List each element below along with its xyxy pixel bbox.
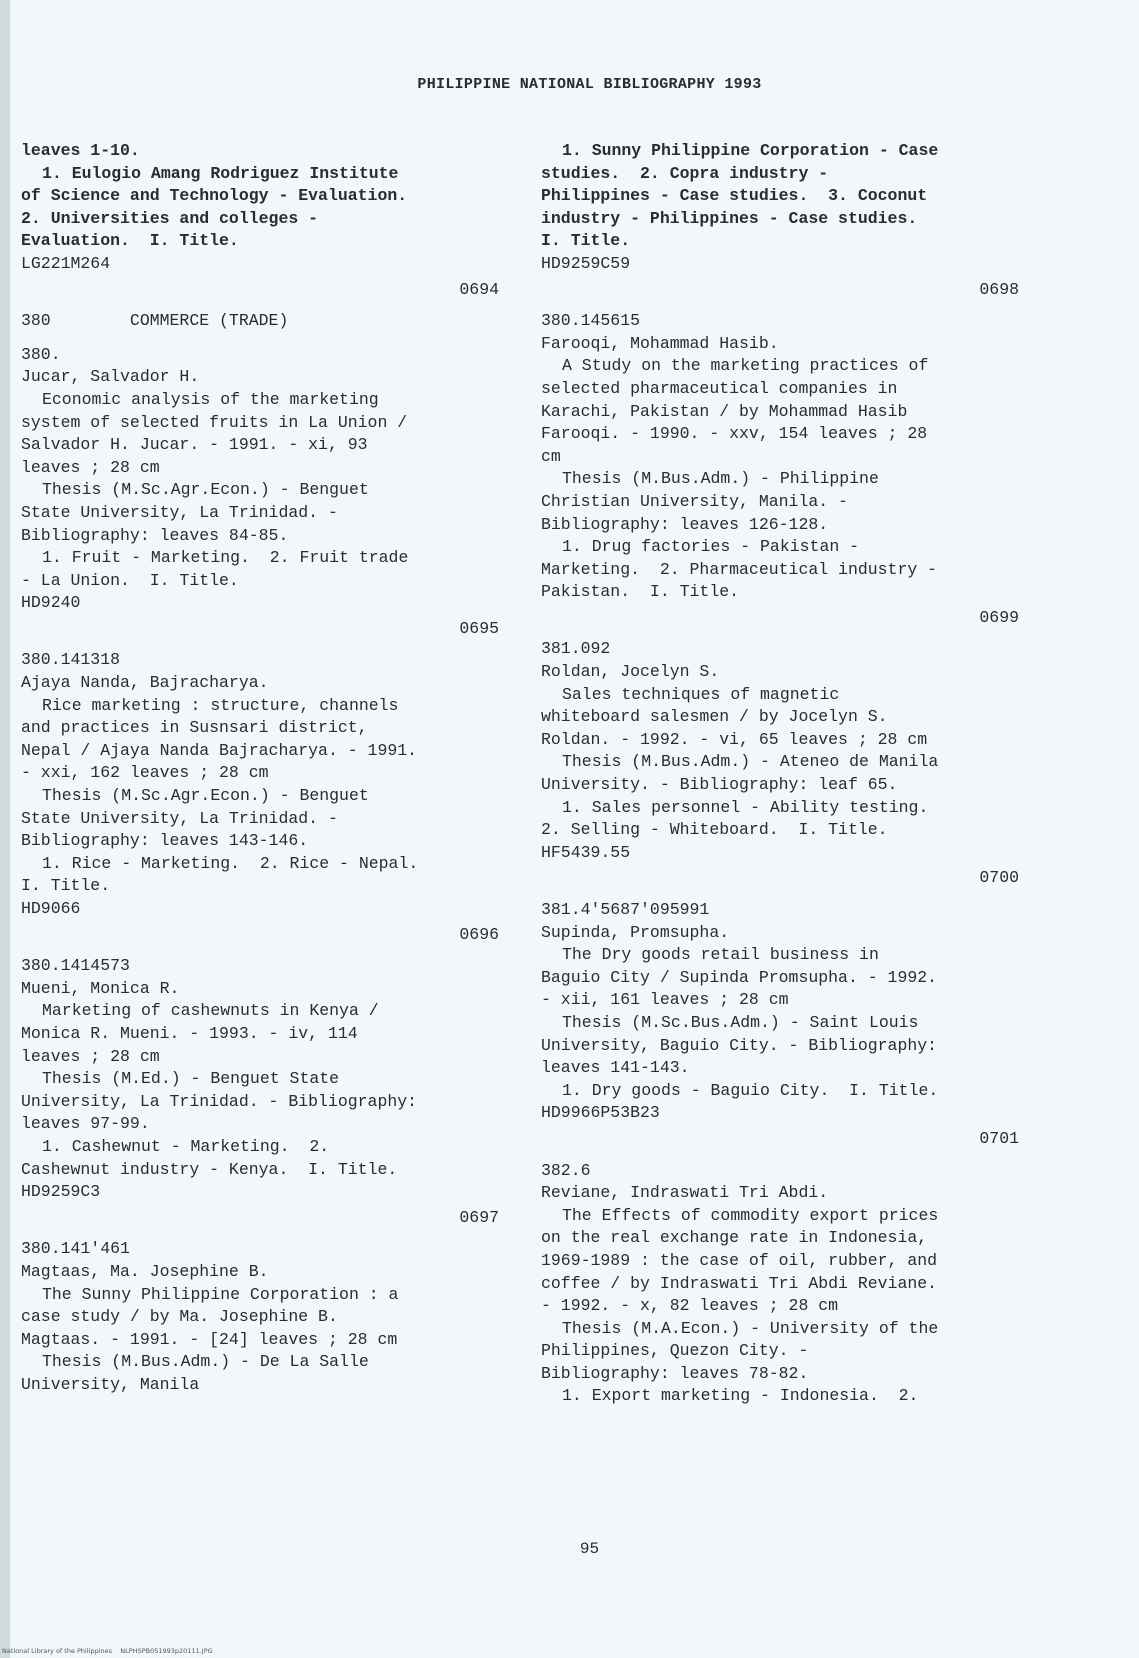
text-line: HD9066 bbox=[21, 899, 81, 918]
text-line: Farooqi. - 1990. - xxv, 154 leaves ; 28 bbox=[541, 424, 928, 444]
text-line: 1969-1989 : the case of oil, rubber, and bbox=[541, 1250, 938, 1270]
text-line: 1. Cashewnut - Marketing. 2. bbox=[42, 1136, 330, 1156]
entry-number: 0695 bbox=[459, 618, 499, 638]
text-line: Pakistan. I. Title. bbox=[541, 582, 740, 602]
text-line: Evaluation. I. Title. bbox=[21, 231, 239, 251]
text-line: 1. Eulogio Amang Rodriguez Institute bbox=[42, 163, 399, 183]
text-line: Marketing. 2. Pharmaceutical industry - bbox=[541, 559, 938, 579]
text-line: Bibliography: leaves 78-82. bbox=[541, 1363, 809, 1383]
text-line: Mueni, Monica R. bbox=[21, 978, 180, 998]
text-line: The Sunny Philippine Corporation : a bbox=[42, 1284, 399, 1304]
spacer bbox=[21, 333, 511, 344]
text-line: Thesis (M.Ed.) - Benguet State bbox=[42, 1069, 340, 1089]
left-column bbox=[21, 140, 511, 1396]
text-line: University, Baguio City. - Bibliography: bbox=[541, 1035, 938, 1055]
text-line: HD9240 bbox=[21, 593, 81, 613]
text-line: Thesis (M.Bus.Adm.) - Philippine bbox=[562, 469, 879, 489]
text-line: system of selected fruits in La Union / bbox=[21, 412, 408, 432]
text-line: selected pharmaceutical companies in bbox=[541, 378, 898, 398]
text-line: Christian University, Manila. - bbox=[541, 491, 848, 511]
text-line: 1. Rice - Marketing. 2. Rice - Nepal. bbox=[42, 853, 419, 873]
text-line: - xxi, 162 leaves ; 28 cm bbox=[21, 763, 269, 783]
text-line: Thesis (M.Bus.Adm.) - Ateneo de Manila bbox=[562, 752, 939, 772]
text-line: 1. Sales personnel - Ability testing. bbox=[562, 797, 929, 817]
text-line: Nepal / Ajaya Nanda Bajracharya. - 1991. bbox=[21, 740, 418, 760]
text-line: leaves ; 28 cm bbox=[21, 1046, 160, 1066]
text-line: 380.1414573 bbox=[21, 956, 130, 976]
text-line: HD9966P53B23 bbox=[541, 1103, 660, 1123]
text-line: LG221M264 bbox=[21, 253, 111, 273]
entry-number: 0694 bbox=[459, 279, 499, 299]
text-line: 2. Universities and colleges - bbox=[21, 208, 319, 228]
text-line: and practices in Susnsari district, bbox=[21, 718, 368, 738]
text-line: Marketing of cashewnuts in Kenya / bbox=[42, 1001, 379, 1021]
text-line: leaves ; 28 cm bbox=[21, 457, 160, 477]
page-number: 95 bbox=[579, 1540, 600, 1558]
text-line: Thesis (M.Bus.Adm.) - De La Salle bbox=[42, 1352, 369, 1372]
text-line: - xii, 161 leaves ; 28 cm bbox=[541, 990, 789, 1010]
text-line: of Science and Technology - Evaluation. bbox=[21, 186, 408, 206]
text-line: The Dry goods retail business in bbox=[562, 945, 879, 965]
text-line: Economic analysis of the marketing bbox=[42, 389, 379, 409]
text-line: coffee / by Indraswati Tri Abdi Reviane. bbox=[541, 1273, 938, 1293]
text-line: Bibliography: leaves 143-146. bbox=[21, 831, 309, 851]
text-line: cm bbox=[541, 446, 561, 466]
text-line: 381.4'5687'095991 bbox=[541, 900, 710, 919]
text-line: Bibliography: leaves 84-85. bbox=[21, 525, 289, 545]
text-line: I. Title. bbox=[541, 231, 631, 251]
text-line: leaves 141-143. bbox=[541, 1058, 690, 1078]
text-line: HD9259C3 bbox=[21, 1182, 101, 1202]
text-line: whiteboard salesmen / by Jocelyn S. bbox=[541, 707, 888, 727]
text-line: Jucar, Salvador H. bbox=[21, 367, 200, 387]
text-line: on the real exchange rate in Indonesia, bbox=[541, 1228, 928, 1248]
text-line: Bibliography: leaves 126-128. bbox=[541, 514, 829, 534]
text-line: Ajaya Nanda, Bajracharya. bbox=[21, 673, 269, 693]
text-line: case study / by Ma. Josephine B. bbox=[21, 1307, 338, 1327]
text-line: I. Title. bbox=[21, 876, 111, 896]
entry-number: 0698 bbox=[979, 279, 1019, 299]
entry-number: 0701 bbox=[979, 1128, 1019, 1148]
text-line: - 1992. - x, 82 leaves ; 28 cm bbox=[541, 1296, 839, 1316]
text-line: 2. Selling - Whiteboard. I. Title. bbox=[541, 820, 888, 840]
text-line: Thesis (M.Sc.Agr.Econ.) - Benguet bbox=[42, 480, 369, 500]
text-line: Philippines, Quezon City. - bbox=[541, 1341, 809, 1361]
text-line: State University, La Trinidad. - bbox=[21, 808, 338, 828]
text-line: Sales techniques of magnetic bbox=[562, 684, 840, 704]
text-line: studies. 2. Copra industry - bbox=[541, 163, 829, 183]
text-line: 1. Fruit - Marketing. 2. Fruit trade bbox=[42, 548, 409, 568]
text-line: Salvador H. Jucar. - 1991. - xi, 93 bbox=[21, 435, 368, 455]
text-line: Cashewnut industry - Kenya. I. Title. bbox=[21, 1159, 398, 1179]
text-line: Reviane, Indraswati Tri Abdi. bbox=[541, 1183, 829, 1203]
text-line: Supinda, Promsupha. bbox=[541, 922, 730, 942]
text-line: 380.141'461 bbox=[21, 1239, 130, 1259]
page-header: PHILIPPINE NATIONAL BIBLIOGRAPHY 1993 bbox=[417, 76, 762, 93]
text-line: 382.6 bbox=[541, 1160, 591, 1180]
text-line: A Study on the marketing practices of bbox=[562, 356, 929, 376]
text-line: 1. Sunny Philippine Corporation - Case bbox=[562, 141, 939, 160]
page-binding-edge bbox=[0, 0, 10, 1658]
text-line: 380.141318 bbox=[21, 650, 121, 670]
text-line: Thesis (M.Sc.Agr.Econ.) - Benguet bbox=[42, 786, 369, 806]
text-line: Rice marketing : structure, channels bbox=[42, 695, 399, 715]
entry-number: 0696 bbox=[459, 924, 499, 944]
text-line: The Effects of commodity export prices bbox=[562, 1205, 939, 1225]
text-line: Magtaas. - 1991. - [24] leaves ; 28 cm bbox=[21, 1329, 398, 1349]
text-line: leaves 1-10. bbox=[21, 141, 140, 160]
text-line: industry - Philippines - Case studies. bbox=[541, 208, 918, 228]
text-line: Roldan. - 1992. - vi, 65 leaves ; 28 cm bbox=[541, 729, 928, 749]
text-line: Magtaas, Ma. Josephine B. bbox=[21, 1261, 269, 1281]
text-line: Thesis (M.Sc.Bus.Adm.) - Saint Louis bbox=[562, 1012, 919, 1032]
right-column bbox=[541, 140, 1031, 1408]
text-line: 380. bbox=[21, 344, 61, 364]
text-line: 380.145615 bbox=[541, 311, 641, 331]
text-line: University, La Trinidad. - Bibliography: bbox=[21, 1091, 418, 1111]
text-line: leaves 97-99. bbox=[21, 1114, 150, 1134]
text-line: HF5439.55 bbox=[541, 842, 631, 862]
text-line: HD9259C59 bbox=[541, 253, 631, 273]
text-line: University, Manila bbox=[21, 1374, 200, 1394]
text-line: Thesis (M.A.Econ.) - University of the bbox=[562, 1318, 939, 1338]
text-line: Monica R. Mueni. - 1993. - iv, 114 bbox=[21, 1023, 358, 1043]
scan-credit: National Library of the Philippines NLPHSPB051993p20111.JPG bbox=[2, 1647, 213, 1655]
text-line: 1. Drug factories - Pakistan - bbox=[562, 537, 860, 557]
entry-number: 0700 bbox=[979, 868, 1019, 888]
text-line: 381.092 bbox=[541, 639, 611, 659]
text-line: Karachi, Pakistan / by Mohammad Hasib bbox=[541, 401, 908, 421]
entry-number: 0697 bbox=[459, 1207, 499, 1227]
text-line: University. - Bibliography: leaf 65. bbox=[541, 775, 898, 795]
text-line: Roldan, Jocelyn S. bbox=[541, 662, 720, 682]
text-line: State University, La Trinidad. - bbox=[21, 502, 338, 522]
text-line: Farooqi, Mohammad Hasib. bbox=[541, 333, 779, 353]
text-line: - La Union. I. Title. bbox=[21, 570, 239, 590]
text-line: 1. Dry goods - Baguio City. I. Title. bbox=[562, 1080, 939, 1100]
text-line: 380 COMMERCE (TRADE) bbox=[21, 311, 289, 331]
text-line: Philippines - Case studies. 3. Coconut bbox=[541, 186, 928, 206]
entry-number: 0699 bbox=[979, 607, 1019, 627]
text-line: 1. Export marketing - Indonesia. 2. bbox=[562, 1386, 919, 1406]
text-line: Baguio City / Supinda Promsupha. - 1992. bbox=[541, 967, 938, 987]
